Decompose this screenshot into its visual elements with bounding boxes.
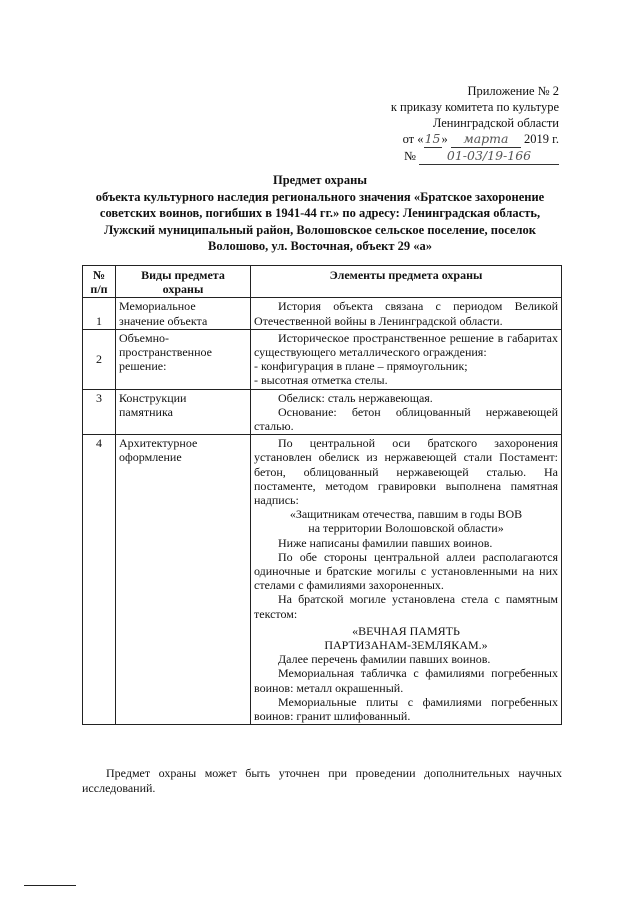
title-line: Лужский муниципальный район, Волошовское сельское поселение, поселок <box>104 222 536 237</box>
protection-table <box>82 265 562 725</box>
row-elements: Историческое пространственное решение в габаритах существующего металлического ограждения: - конфигурация в плане – прямоугольник; - высотная отметка стелы. <box>251 329 562 389</box>
table-header-row <box>83 266 562 298</box>
footer-note: Предмет охраны может быть уточнен при проведении дополнительных научных исследований. <box>82 766 562 795</box>
appendix-region: Ленинградской области <box>432 116 559 130</box>
inscription-quote: на территории Волошовской области» <box>308 521 504 536</box>
row-kind: Мемориальное значение объекта <box>116 298 251 329</box>
appendix-date: от «15» марта 2019 г. <box>402 131 559 146</box>
row-number: 1 <box>83 298 116 329</box>
title-line: объекта культурного наследия регионального значения «Братское захоронение <box>95 189 545 204</box>
appendix-order-ref: к приказу комитета по культуре <box>390 100 559 114</box>
table-row <box>83 389 562 435</box>
date-month-handwritten: марта <box>451 131 521 148</box>
row-number: 2 <box>83 329 116 389</box>
list-item: - конфигурация в плане – прямоугольник; <box>254 359 468 374</box>
appendix-number: № 01-03/19-166 <box>330 148 559 165</box>
row-elements: По центральной оси братского захоронения установлен обелиск из нержавеющей стали Постамент: бетон, облицованный нержавеющей сталью. На постаменте, методом гравировки выполнена памятная надпись: «Защитникам отечества, павшим в годы ВОВ на территории Волошовской области» Ниже написаны фамилии павших воинов. По обе стороны центральной аллеи располагаются одиночные и братские могилы с установленными на них стелами с фамилиями захороненных. На братской могиле установлена стела с памятным текстом: «ВЕЧНАЯ ПАМЯТЬ ПАРТИЗАНАМ-ЗЕМЛЯКАМ.» Далее перечень фамилии павших воинов. Мемориальная табличка с фамилиями погребенных воинов: металл окрашенный. Мемориальные плиты с фамилиями погребенных воинов: гранит шлифованный. <box>251 435 562 725</box>
stele-quote: ПАРТИЗАНАМ-ЗЕМЛЯКАМ.» <box>324 638 488 653</box>
row-kind: Архитектурное оформление <box>116 435 251 725</box>
date-day-handwritten: 15 <box>424 131 441 146</box>
table-row <box>83 435 562 725</box>
row-kind: Объемно- пространственное решение: <box>116 329 251 389</box>
row-elements: Обелиск: сталь нержавеющая. Основание: бетон облицованный нержавеющей сталью. <box>251 389 562 435</box>
title-heading: Предмет охраны <box>272 173 368 187</box>
header-number: № п/п <box>83 266 116 298</box>
order-number-handwritten: 01-03/19-166 <box>419 148 559 165</box>
document-title <box>60 172 580 255</box>
footnote-divider <box>24 885 76 886</box>
row-number: 4 <box>83 435 116 725</box>
row-number: 3 <box>83 389 116 435</box>
row-kind: Конструкции памятника <box>116 389 251 435</box>
table-row <box>83 329 562 389</box>
appendix-header <box>330 83 559 165</box>
inscription-quote: «Защитникам отечества, павшим в годы ВОВ <box>289 507 523 522</box>
header-elements: Элементы предмета охраны <box>251 266 562 298</box>
stele-quote: «ВЕЧНАЯ ПАМЯТЬ <box>352 623 460 638</box>
title-line: Волошово, ул. Восточная, объект 29 «а» <box>208 239 432 253</box>
header-kind: Виды предмета охраны <box>116 266 251 298</box>
title-line: советских воинов, погибших в 1941-44 гг.» по адресу: Ленинградская область, <box>99 206 541 220</box>
table-row <box>83 298 562 329</box>
appendix-title: Приложение № 2 <box>467 84 559 98</box>
list-item: - высотная отметка стелы. <box>254 373 388 388</box>
row-elements: История объекта связана с периодом Великой Отечественной войны в Ленинградской области. <box>251 298 562 329</box>
